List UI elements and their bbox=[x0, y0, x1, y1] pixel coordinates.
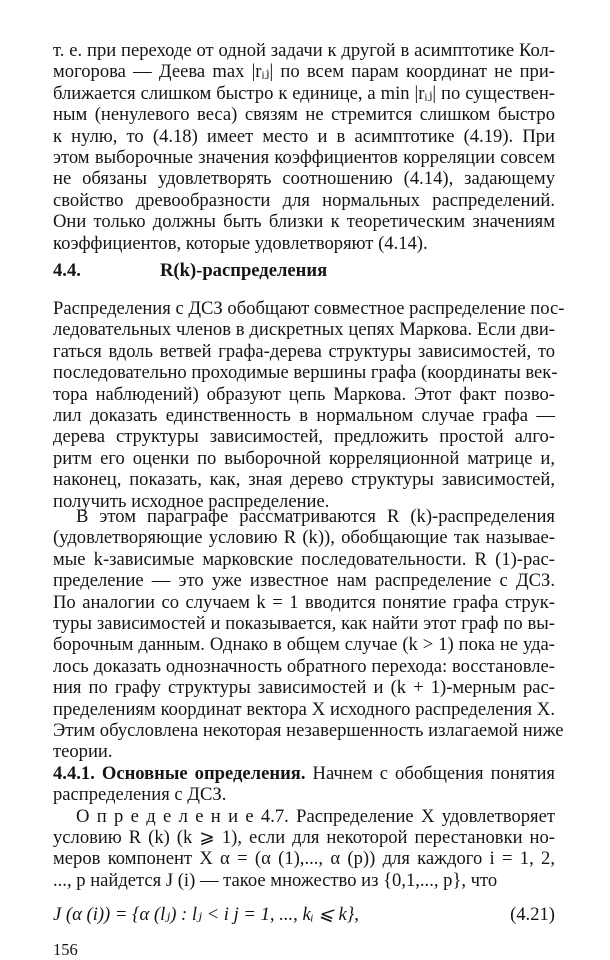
text-line: В этом параграфе рассматриваются R (k)-распределения bbox=[76, 506, 555, 527]
text-line: ..., p найдется J (i) — такое множество из {0,1,..., p}, что bbox=[53, 869, 498, 891]
text-line: теории. bbox=[53, 741, 113, 763]
text-line: могорова — Деева max |rᵢⱼ| по всем парам координат не при- bbox=[53, 61, 555, 83]
text-line: тора наблюдений) образуют цепь Маркова. Этот факт позво- bbox=[53, 383, 555, 405]
text-line: Они только должны быть близки к теоретическим значениям bbox=[53, 211, 555, 233]
text-line: лось доказать однозначность обратного перехода: восстановле- bbox=[53, 655, 555, 677]
text-line: ритм его оценки по выборочной корреляционной матрице и, bbox=[53, 447, 555, 469]
section-number: 4.4. bbox=[53, 260, 81, 281]
text-line: меров компонент X α = (α (1),..., α (p)) для каждого i = 1, 2, bbox=[53, 848, 555, 870]
section-title: R(k)-распределения bbox=[160, 260, 328, 281]
text-line: этом выборочные значения коэффициентов корреляции совсем bbox=[53, 147, 555, 168]
text-line: лил доказать единственность в нормальном случае графа — bbox=[53, 405, 555, 426]
text-line: к нулю, то (4.18) имеет место и в асимптотике (4.19). При bbox=[53, 125, 555, 147]
text-line: ния по графу структуры зависимостей и (k + 1)-мерным рас- bbox=[53, 677, 555, 699]
text-line: дерева структуры зависимостей, предложить простой алго- bbox=[53, 426, 555, 448]
subsection-heading-line bbox=[53, 763, 555, 785]
text-line: (удовлетворяющие условию R (k)), обобщающие так называе- bbox=[53, 527, 555, 549]
text-line: ным (ненулевого веса) связям не стремится слишком быстро bbox=[53, 104, 555, 126]
text-span: Начнем с обобщения понятия bbox=[312, 762, 555, 784]
text-line: туры зависимостей и показывается, как найти этот граф по вы- bbox=[53, 613, 555, 634]
formula: J (α (i)) = {α (lⱼ) : lⱼ < i j = 1, ..., kᵢ ⩽ k}, bbox=[53, 903, 359, 925]
text-line: последовательно проходимые вершины графа (координаты век- bbox=[53, 362, 558, 384]
text-line: По аналогии со случаем k = 1 вводится понятие графа струк- bbox=[53, 591, 555, 613]
text-line: т. е. при переходе от одной задачи к другой в асимптотике Кол- bbox=[53, 40, 555, 61]
page-number: 156 bbox=[53, 939, 78, 959]
text-line: борочным данным. Однако в общем случае (k > 1) пока не уда- bbox=[53, 634, 555, 656]
text-line: О п р е д е л е н и е 4.7. Распределение X удовлетворяет bbox=[76, 805, 555, 827]
text-line: пределение — это уже известное нам распределение с ДСЗ. bbox=[53, 570, 555, 592]
text-line: получить исходное распределение. bbox=[53, 490, 330, 512]
text-line: условию R (k) (k ⩾ 1), если для некоторой перестановки но- bbox=[53, 827, 555, 848]
text-line: мые k-зависимые марковские последовательности. R (1)-рас- bbox=[53, 548, 555, 570]
text-line: не обязаны удовлетворять соотношению (4.14), задающему bbox=[53, 168, 555, 190]
text-line: Распределения с ДСЗ обобщают совместное распределение пос- bbox=[53, 298, 565, 319]
text-line: ледовательных членов в дискретных цепях Маркова. Если дви- bbox=[53, 319, 555, 341]
text-line: коэффициентов, которые удовлетворяют (4.14). bbox=[53, 232, 428, 254]
text-line: ближается слишком быстро к единице, а min |rᵢⱼ| по существен- bbox=[53, 82, 555, 104]
text-line: распределения с ДСЗ. bbox=[53, 784, 227, 806]
subsection-heading: 4.4.1. Основные определения. bbox=[53, 762, 306, 784]
equation-number: (4.21) bbox=[510, 903, 555, 925]
text-line: Этим обусловлена некоторая незавершенность излагаемой ниже bbox=[53, 720, 564, 741]
text-line: пределениям координат вектора X исходного распределения X. bbox=[53, 698, 555, 720]
text-line: свойство древообразности для нормальных распределений. bbox=[53, 189, 555, 211]
text-line: гаться вдоль ветвей графа-дерева структуры зависимостей, то bbox=[53, 340, 555, 362]
text-line: наконец, показать, как, зная дерево структуры зависимостей, bbox=[53, 469, 555, 491]
